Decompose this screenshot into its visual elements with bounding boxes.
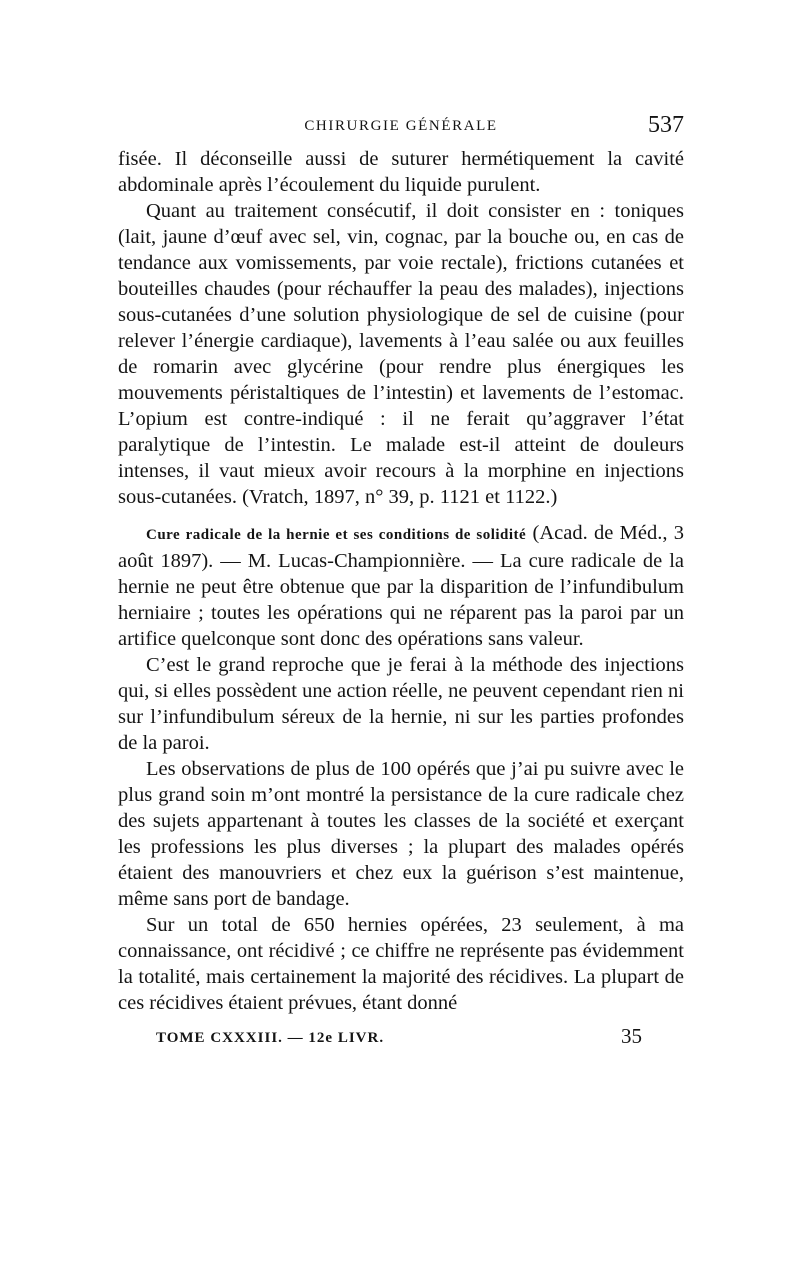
paragraph: fisée. Il déconseille aussi de suturer hermétiquement la cavité abdominale après l’écoulement du liquide purulent. — [118, 148, 684, 196]
signature-mark: TOME CXXXIII. — 12e LIVR. — [156, 1030, 385, 1046]
page-footer — [118, 1022, 684, 1052]
sheet-number: 35 — [621, 1024, 642, 1048]
section-paragraph-text: (Acad. de Méd., 3 août 1897). — M. Lucas-Championnière. — La cure radicale de la hernie ne peut être obtenue que par la disparition de l’infundibulum herniaire ; toutes les opérations qui ne réparent pas la paroi par un artifice quelconque sont donc des opérations sans valeur. — [118, 522, 684, 650]
section-paragraph — [118, 520, 684, 652]
running-head-title: CHIRURGIE GÉNÉRALE — [304, 118, 498, 134]
paragraph: C’est le grand reproche que je ferai à la méthode des injections qui, si elles possèdent une action réelle, ne peuvent cependant rien ni sur l’infundibulum séreux de la hernie, ni sur les parties profondes de la paroi. — [118, 654, 684, 754]
running-head — [118, 112, 684, 146]
paragraph: Les observations de plus de 100 opérés que j’ai pu suivre avec le plus grand soin m’ont montré la persistance de la cure radicale chez des sujets appartenant à toutes les classes de la société et exerçant les professions les plus diverses ; la plupart des malades opérés étaient des manouvriers et chez eux la guérison s’est maintenue, même sans port de bandage. — [118, 758, 684, 910]
page-number: 537 — [648, 112, 684, 138]
book-page — [118, 112, 684, 1052]
paragraph: Quant au traitement consécutif, il doit consister en : toniques (lait, jaune d’œuf avec sel, vin, cognac, par la bouche ou, en cas de tendance aux vomissements, par voie rectale), frictions cutanées et bouteilles chaudes (pour réchauffer la peau des malades), injections sous-cutanées d’une solution physiologique de sel de cuisine (pour relever l’énergie cardiaque), lavements à l’eau salée ou aux feuilles de romarin avec glycérine (pour rendre plus énergiques les mouvements péristaltiques de l’intestin) et lavements de l’estomac. L’opium est contre-indiqué : il ne ferait qu’aggraver l’état paralytique de l’intestin. Le malade est-il atteint de douleurs intenses, il vaut mieux avoir recours à la morphine en injections sous-cutanées. (Vratch, 1897, n° 39, p. 1121 et 1122.) — [118, 200, 684, 508]
paragraph: Sur un total de 650 hernies opérées, 23 seulement, à ma connaissance, ont récidivé ; ce chiffre ne représente pas évidemment la totalité, mais certainement la majorité des récidives. La plupart de ces récidives étaient prévues, étant donné — [118, 914, 684, 1014]
section-title: Cure radicale de la hernie et ses conditions de solidité — [146, 527, 527, 543]
body-text — [118, 146, 684, 1016]
